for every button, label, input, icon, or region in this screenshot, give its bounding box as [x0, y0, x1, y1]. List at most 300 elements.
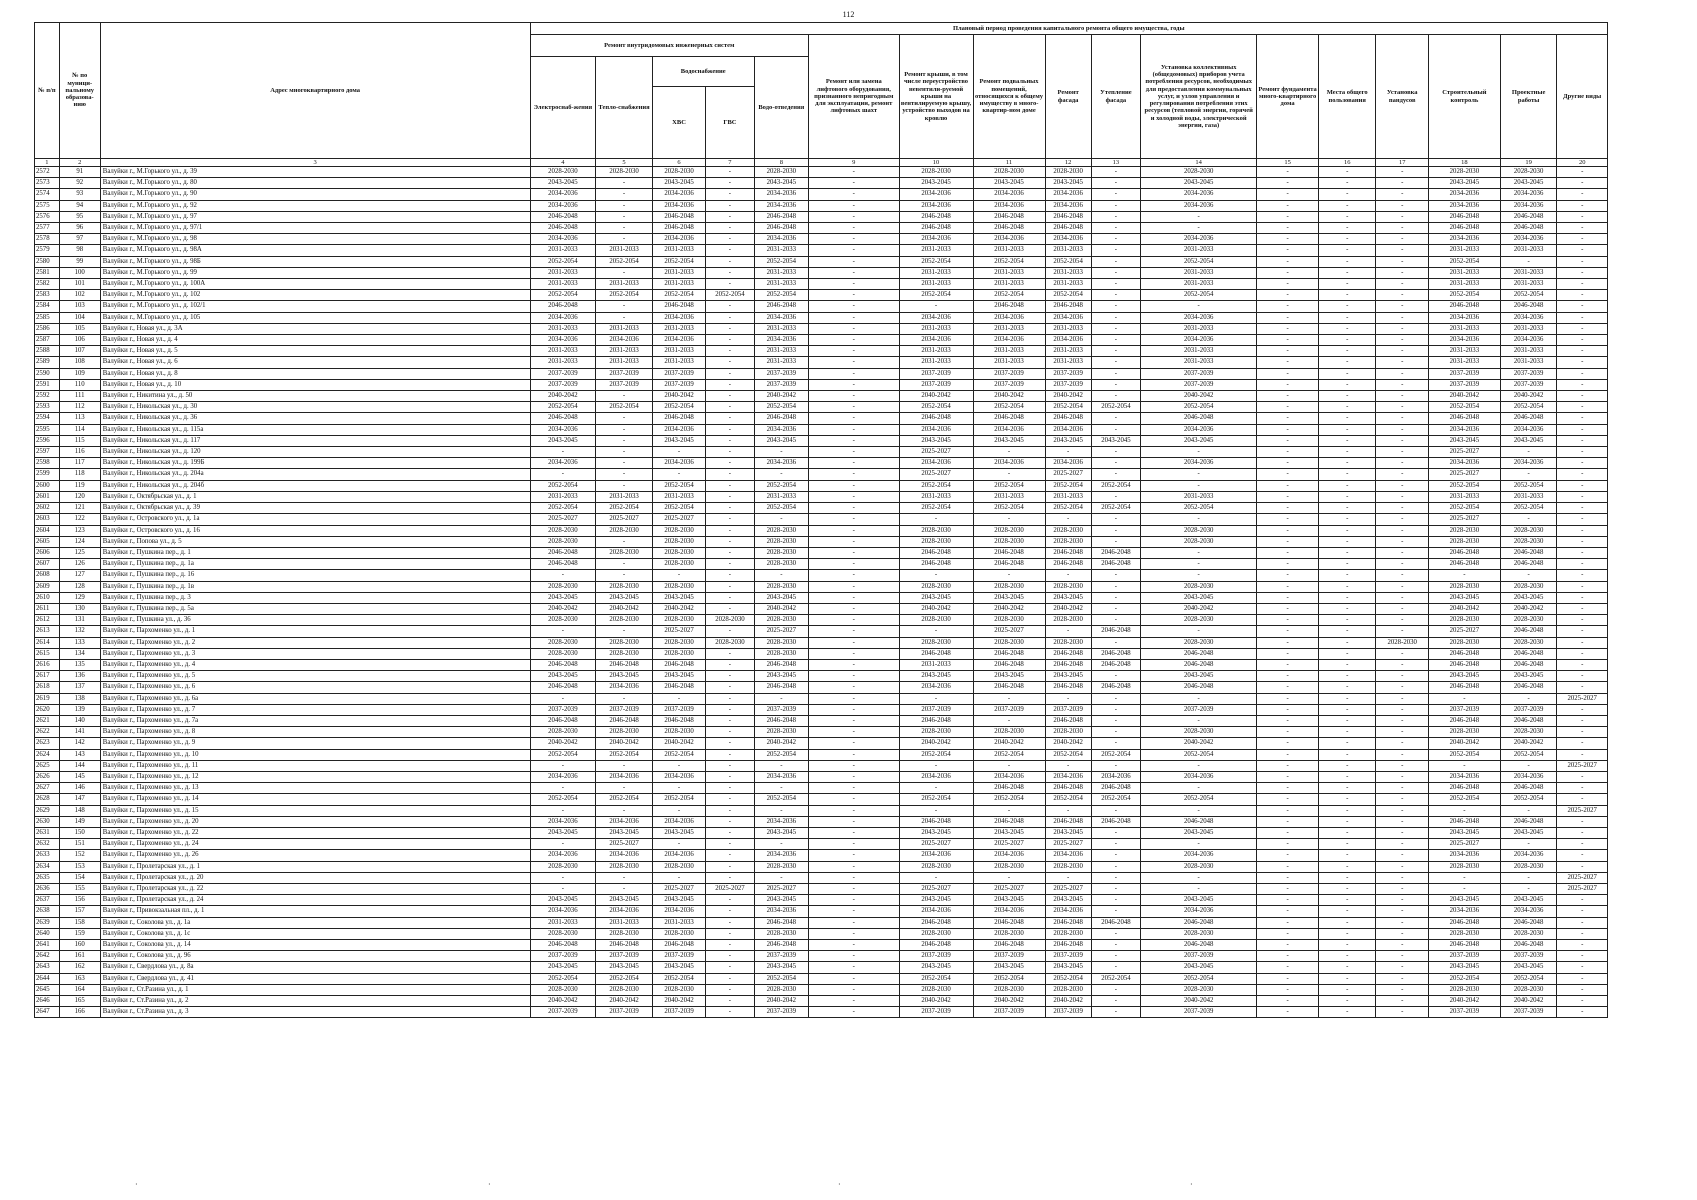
period-cell: 2046-2048 [754, 301, 808, 312]
period-cell: 2028-2030 [706, 637, 754, 648]
table-row [35, 346, 1608, 357]
period-cell: 2031-2033 [1141, 323, 1257, 334]
table-row [35, 458, 1608, 469]
period-cell: - [596, 559, 653, 570]
row-number: 2604 [35, 525, 60, 536]
period-cell: 2031-2033 [596, 346, 653, 357]
period-cell: - [1091, 671, 1140, 682]
period-cell: 2034-2036 [1141, 189, 1257, 200]
row-number: 2623 [35, 738, 60, 749]
period-cell: 2028-2030 [754, 536, 808, 547]
period-cell: - [1318, 839, 1376, 850]
header-heat: Тепло-снабжения [596, 57, 653, 159]
period-cell: 2037-2039 [899, 1007, 973, 1018]
period-cell: 2028-2030 [1500, 536, 1557, 547]
period-cell: 2046-2048 [973, 816, 1045, 827]
period-cell: 2028-2030 [596, 928, 653, 939]
period-cell: - [1318, 895, 1376, 906]
address-cell: Валуйки г., Попова ул., д. 5 [100, 536, 530, 547]
repair-schedule-table [34, 22, 1608, 1018]
period-cell: - [1091, 760, 1140, 771]
period-cell: - [1428, 693, 1500, 704]
address-cell: Валуйки г., Никольская ул., д. 115а [100, 424, 530, 435]
header-common-areas: Места общего пользования [1318, 35, 1376, 159]
address-cell: Валуйки г., М.Горького ул., д. 97/1 [100, 223, 530, 234]
row-number: 2646 [35, 996, 60, 1007]
period-cell: 2040-2042 [1141, 391, 1257, 402]
period-cell: 2034-2036 [1045, 200, 1091, 211]
period-cell: - [1091, 167, 1140, 178]
header-insulation: Утепление фасада [1091, 35, 1140, 159]
address-cell: Валуйки г., Никольская ул., д. 204а [100, 469, 530, 480]
period-cell: - [809, 715, 899, 726]
period-cell: 2028-2030 [652, 536, 705, 547]
period-cell: 2034-2036 [1141, 771, 1257, 782]
period-cell: - [1091, 581, 1140, 592]
period-cell: 2031-2033 [1141, 491, 1257, 502]
period-cell: - [1376, 335, 1428, 346]
period-cell: 2031-2033 [530, 346, 596, 357]
address-cell: Валуйки г., Пролетарская ул., д. 24 [100, 895, 530, 906]
scan-mark: · [488, 1180, 491, 1189]
period-cell: 2040-2042 [1141, 603, 1257, 614]
address-cell: Валуйки г., М.Горького ул., д. 90 [100, 189, 530, 200]
period-cell: 2046-2048 [973, 917, 1045, 928]
period-cell: - [1091, 458, 1140, 469]
row-number: 2598 [35, 458, 60, 469]
period-cell: 2052-2054 [1428, 973, 1500, 984]
municipal-number: 92 [59, 178, 100, 189]
period-cell: 2034-2036 [899, 682, 973, 693]
table-row [35, 469, 1608, 480]
period-cell: - [1045, 760, 1091, 771]
period-cell: - [1318, 234, 1376, 245]
period-cell: - [1141, 469, 1257, 480]
period-cell: 2052-2054 [1045, 402, 1091, 413]
table-row [35, 379, 1608, 390]
period-cell: 2046-2048 [652, 940, 705, 951]
period-cell: 2037-2039 [1045, 951, 1091, 962]
period-cell: 2028-2030 [1045, 984, 1091, 995]
period-cell: - [1141, 447, 1257, 458]
period-cell: - [1557, 391, 1608, 402]
period-cell: - [899, 783, 973, 794]
period-cell: 2043-2045 [1045, 435, 1091, 446]
period-cell: - [1318, 491, 1376, 502]
table-row [35, 514, 1608, 525]
period-cell: - [1318, 547, 1376, 558]
period-cell: - [1257, 973, 1319, 984]
table-row [35, 536, 1608, 547]
period-cell: 2037-2039 [754, 704, 808, 715]
municipal-number: 166 [59, 1007, 100, 1018]
period-cell: - [1557, 559, 1608, 570]
period-cell: - [1376, 267, 1428, 278]
period-cell: 2031-2033 [652, 267, 705, 278]
table-header [35, 23, 1608, 167]
header-municipal-number: № по муници-пальному образова-нию [59, 23, 100, 159]
period-cell: - [1557, 570, 1608, 581]
period-cell: - [706, 794, 754, 805]
period-cell: 2028-2030 [530, 984, 596, 995]
period-cell: - [1257, 659, 1319, 670]
period-cell: - [809, 581, 899, 592]
period-cell: 2043-2045 [530, 962, 596, 973]
period-cell: 2052-2054 [1141, 503, 1257, 514]
period-cell: 2025-2027 [899, 884, 973, 895]
period-cell: - [1376, 413, 1428, 424]
period-cell: - [1557, 671, 1608, 682]
period-cell: 2046-2048 [1500, 223, 1557, 234]
period-cell: - [1376, 704, 1428, 715]
period-cell: - [1257, 368, 1319, 379]
period-cell: 2031-2033 [1428, 245, 1500, 256]
period-cell: - [1500, 693, 1557, 704]
period-cell: - [1376, 279, 1428, 290]
municipal-number: 106 [59, 335, 100, 346]
period-cell: - [1376, 223, 1428, 234]
period-cell: - [1376, 391, 1428, 402]
municipal-number: 107 [59, 346, 100, 357]
municipal-number: 105 [59, 323, 100, 334]
municipal-number: 121 [59, 503, 100, 514]
period-cell: - [596, 413, 653, 424]
period-cell: 2043-2045 [530, 592, 596, 603]
period-cell: - [1376, 884, 1428, 895]
period-cell: - [1257, 547, 1319, 558]
period-cell: - [1557, 648, 1608, 659]
period-cell: 2034-2036 [754, 234, 808, 245]
period-cell: - [1557, 245, 1608, 256]
period-cell: - [1557, 850, 1608, 861]
period-cell: 2046-2048 [652, 682, 705, 693]
period-cell: - [1257, 357, 1319, 368]
municipal-number: 133 [59, 637, 100, 648]
row-number: 2637 [35, 895, 60, 906]
period-cell: - [596, 424, 653, 435]
period-cell: 2046-2048 [1428, 301, 1500, 312]
period-cell: - [596, 458, 653, 469]
address-cell: Валуйки г., Свердлова ул., д. 41 [100, 973, 530, 984]
period-cell: 2037-2039 [973, 951, 1045, 962]
period-cell: - [1376, 256, 1428, 267]
address-cell: Валуйки г., Пархоменко ул., д. 11 [100, 760, 530, 771]
period-cell: 2034-2036 [530, 906, 596, 917]
period-cell: 2028-2030 [973, 525, 1045, 536]
period-cell: 2031-2033 [1500, 346, 1557, 357]
period-cell: - [973, 693, 1045, 704]
period-cell: - [706, 850, 754, 861]
period-cell: 2046-2048 [1428, 223, 1500, 234]
address-cell: Валуйки г., М.Горького ул., д. 98 [100, 234, 530, 245]
period-cell: - [1141, 783, 1257, 794]
period-cell: - [706, 749, 754, 760]
period-cell: 2052-2054 [899, 290, 973, 301]
period-cell: - [1141, 839, 1257, 850]
period-cell: - [809, 592, 899, 603]
period-cell: 2052-2054 [1500, 290, 1557, 301]
period-cell: - [1318, 245, 1376, 256]
period-cell: 2040-2042 [652, 738, 705, 749]
period-cell: - [1376, 178, 1428, 189]
period-cell: - [1557, 917, 1608, 928]
period-cell: 2037-2039 [899, 368, 973, 379]
period-cell: - [596, 480, 653, 491]
period-cell: 2043-2045 [596, 592, 653, 603]
row-number: 2595 [35, 424, 60, 435]
period-cell: - [596, 435, 653, 446]
period-cell: 2028-2030 [754, 648, 808, 659]
period-cell: 2037-2039 [1141, 368, 1257, 379]
period-cell: 2028-2030 [1376, 637, 1428, 648]
address-cell: Валуйки г., Никольская ул., д. 30 [100, 402, 530, 413]
table-row [35, 581, 1608, 592]
municipal-number: 99 [59, 256, 100, 267]
address-cell: Валуйки г., Пролетарская ул., д. 20 [100, 872, 530, 883]
municipal-number: 128 [59, 581, 100, 592]
period-cell: 2043-2045 [899, 827, 973, 838]
period-cell: 2037-2039 [652, 1007, 705, 1018]
period-cell: - [1257, 391, 1319, 402]
row-number: 2580 [35, 256, 60, 267]
row-number: 2587 [35, 335, 60, 346]
period-cell: 2040-2042 [1428, 996, 1500, 1007]
period-cell: 2052-2054 [530, 290, 596, 301]
period-cell: - [1318, 615, 1376, 626]
period-cell: 2046-2048 [1045, 547, 1091, 558]
column-number: 11 [973, 159, 1045, 167]
period-cell: 2034-2036 [1045, 424, 1091, 435]
period-cell: - [1318, 346, 1376, 357]
period-cell: 2046-2048 [899, 547, 973, 558]
period-cell: - [1091, 951, 1140, 962]
period-cell: - [1318, 671, 1376, 682]
period-cell: 2034-2036 [1500, 458, 1557, 469]
period-cell: - [809, 771, 899, 782]
period-cell: 2046-2048 [1091, 682, 1140, 693]
period-cell: - [1257, 189, 1319, 200]
period-cell: - [1557, 704, 1608, 715]
table-row [35, 827, 1608, 838]
period-cell: - [1091, 895, 1140, 906]
row-number: 2634 [35, 861, 60, 872]
period-cell: - [1376, 850, 1428, 861]
header-other: Другие виды [1557, 35, 1608, 159]
period-cell: - [1557, 547, 1608, 558]
table-row [35, 861, 1608, 872]
row-number: 2583 [35, 290, 60, 301]
row-number: 2584 [35, 301, 60, 312]
repair-schedule-sheet [34, 22, 1608, 1018]
period-cell: 2043-2045 [754, 435, 808, 446]
period-cell: - [1318, 682, 1376, 693]
period-cell: 2046-2048 [973, 547, 1045, 558]
period-cell: 2028-2030 [1500, 727, 1557, 738]
row-number: 2644 [35, 973, 60, 984]
period-cell: 2028-2030 [1045, 525, 1091, 536]
period-cell: 2031-2033 [754, 323, 808, 334]
period-cell: 2028-2030 [973, 167, 1045, 178]
period-cell: - [1376, 211, 1428, 222]
period-cell: - [809, 951, 899, 962]
period-cell: - [1141, 223, 1257, 234]
period-cell: 2028-2030 [1428, 581, 1500, 592]
period-cell: 2028-2030 [754, 928, 808, 939]
municipal-number: 103 [59, 301, 100, 312]
period-cell: - [706, 973, 754, 984]
period-cell: 2046-2048 [1045, 648, 1091, 659]
period-cell: 2046-2048 [899, 816, 973, 827]
period-cell: 2028-2030 [899, 928, 973, 939]
table-row [35, 234, 1608, 245]
period-cell: - [1376, 984, 1428, 995]
period-cell: - [1376, 514, 1428, 525]
period-cell: 2028-2030 [530, 637, 596, 648]
period-cell: 2052-2054 [973, 402, 1045, 413]
period-cell: - [809, 256, 899, 267]
period-cell: 2046-2048 [596, 659, 653, 670]
period-cell: - [809, 290, 899, 301]
address-cell: Валуйки г., Пархоменко ул., д. 6 [100, 682, 530, 693]
period-cell: 2028-2030 [754, 727, 808, 738]
period-cell: 2043-2045 [596, 827, 653, 838]
period-cell: 2043-2045 [1141, 592, 1257, 603]
period-cell: - [899, 301, 973, 312]
period-cell: - [1318, 223, 1376, 234]
period-cell: - [706, 962, 754, 973]
period-cell: - [1557, 592, 1608, 603]
period-cell: - [1500, 884, 1557, 895]
period-cell: - [1091, 211, 1140, 222]
period-cell: - [1318, 211, 1376, 222]
period-cell: 2052-2054 [1045, 749, 1091, 760]
period-cell: 2046-2048 [1500, 626, 1557, 637]
period-cell: - [1257, 682, 1319, 693]
table-row [35, 794, 1608, 805]
period-cell: 2034-2036 [1500, 850, 1557, 861]
address-cell: Валуйки г., Соколова ул., д. 96 [100, 951, 530, 962]
period-cell: - [1557, 861, 1608, 872]
period-cell: - [1318, 592, 1376, 603]
row-number: 2639 [35, 917, 60, 928]
period-cell: 2028-2030 [1045, 615, 1091, 626]
period-cell: - [1557, 1007, 1608, 1018]
period-cell: 2034-2036 [1045, 771, 1091, 782]
period-cell: - [809, 861, 899, 872]
period-cell: - [530, 805, 596, 816]
period-cell: - [1500, 570, 1557, 581]
period-cell: - [1376, 783, 1428, 794]
column-number: 5 [596, 159, 653, 167]
municipal-number: 132 [59, 626, 100, 637]
period-cell: 2028-2030 [1500, 167, 1557, 178]
period-cell: 2040-2042 [530, 391, 596, 402]
municipal-number: 110 [59, 379, 100, 390]
period-cell: - [809, 884, 899, 895]
period-cell: - [1257, 715, 1319, 726]
period-cell: 2028-2030 [652, 648, 705, 659]
period-cell: - [1257, 559, 1319, 570]
period-cell: - [1318, 290, 1376, 301]
period-cell: - [1091, 245, 1140, 256]
period-cell: - [706, 346, 754, 357]
address-cell: Валуйки г., Пархоменко ул., д. 26 [100, 850, 530, 861]
period-cell: - [706, 547, 754, 558]
period-cell: - [1257, 469, 1319, 480]
period-cell: - [1500, 839, 1557, 850]
period-cell: 2052-2054 [754, 749, 808, 760]
period-cell: - [1376, 827, 1428, 838]
period-cell: 2052-2054 [530, 256, 596, 267]
period-cell: 2037-2039 [899, 951, 973, 962]
period-cell: 2028-2030 [1045, 637, 1091, 648]
period-cell: 2040-2042 [652, 996, 705, 1007]
row-number: 2620 [35, 704, 60, 715]
period-cell: - [706, 827, 754, 838]
period-cell: 2043-2045 [596, 962, 653, 973]
period-cell: 2046-2048 [1428, 715, 1500, 726]
municipal-number: 144 [59, 760, 100, 771]
address-cell: Валуйки г., Никитина ул., д. 50 [100, 391, 530, 402]
period-cell: - [1091, 984, 1140, 995]
municipal-number: 93 [59, 189, 100, 200]
period-cell: 2028-2030 [596, 648, 653, 659]
period-cell: 2046-2048 [1141, 659, 1257, 670]
period-cell: - [1257, 211, 1319, 222]
period-cell: 2031-2033 [899, 267, 973, 278]
row-number: 2610 [35, 592, 60, 603]
period-cell: 2052-2054 [899, 256, 973, 267]
table-row [35, 335, 1608, 346]
period-cell: 2028-2030 [1045, 727, 1091, 738]
period-cell: - [1376, 290, 1428, 301]
period-cell: 2028-2030 [1500, 637, 1557, 648]
period-cell: 2052-2054 [1428, 794, 1500, 805]
period-cell: 2052-2054 [706, 290, 754, 301]
period-cell: - [1091, 738, 1140, 749]
period-cell: - [1318, 940, 1376, 951]
period-cell: - [1557, 290, 1608, 301]
period-cell: - [809, 245, 899, 256]
period-cell: - [530, 872, 596, 883]
period-cell: 2052-2054 [899, 973, 973, 984]
period-cell: 2031-2033 [899, 491, 973, 502]
period-cell: 2031-2033 [754, 491, 808, 502]
period-cell: 2043-2045 [1500, 895, 1557, 906]
period-cell: 2043-2045 [1500, 671, 1557, 682]
period-cell: - [1045, 872, 1091, 883]
period-cell: 2028-2030 [530, 928, 596, 939]
period-cell: - [1376, 805, 1428, 816]
address-cell: Валуйки г., Ст.Разина ул., д. 2 [100, 996, 530, 1007]
address-cell: Валуйки г., Октябрьская ул., д. 1 [100, 491, 530, 502]
table-row [35, 940, 1608, 951]
period-cell: 2028-2030 [754, 637, 808, 648]
period-cell: - [973, 805, 1045, 816]
column-number: 20 [1557, 159, 1608, 167]
period-cell: - [1557, 323, 1608, 334]
period-cell: - [973, 514, 1045, 525]
period-cell: 2046-2048 [1141, 413, 1257, 424]
period-cell: 2040-2042 [973, 603, 1045, 614]
period-cell: 2043-2045 [1141, 178, 1257, 189]
period-cell: - [706, 693, 754, 704]
period-cell: 2034-2036 [596, 906, 653, 917]
period-cell: 2031-2033 [1045, 279, 1091, 290]
municipal-number: 122 [59, 514, 100, 525]
period-cell: 2046-2048 [899, 648, 973, 659]
period-cell: - [596, 626, 653, 637]
